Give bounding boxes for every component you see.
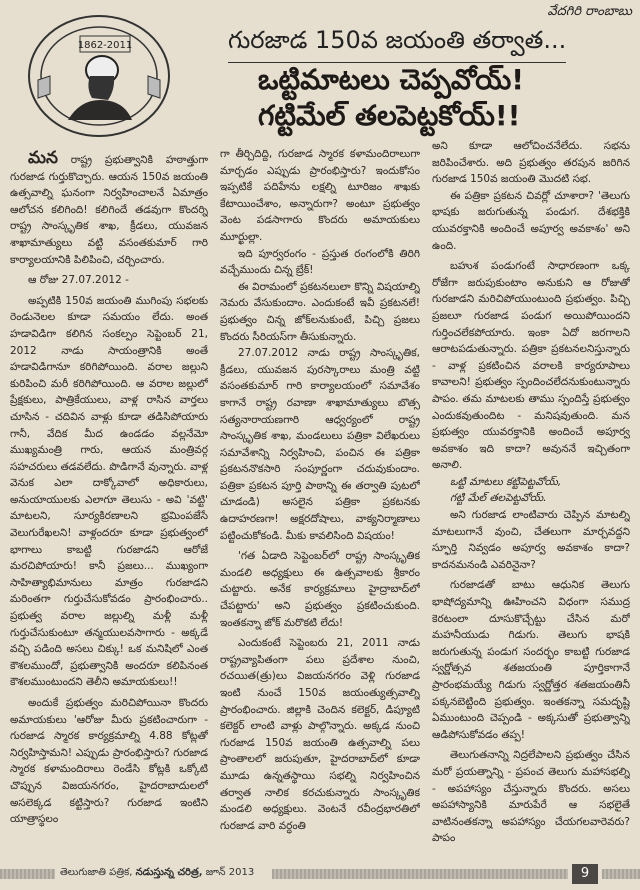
- footer-rule-left: [0, 869, 55, 879]
- paragraph: ఈ విరామంలో ప్రకటనలులా కొన్ని విషయాల్ని నెమరు వేసుకుందాం. ఎందుకంటే ఇవీ ప్రకటనలే! ప్రభుత్వం చిన్న జోక్‌లనుకుంటే, పిచ్చి ప్రజలు కొందరు సీరియస్‌గా తీసుకున్నారు.: [220, 280, 420, 343]
- svg-text:1862-2011: 1862-2011: [77, 40, 133, 51]
- paragraph: 'గత ఏడాది సెప్టెంబర్‌లో రాష్ట్ర సాంస్కృతిక మండలి అధ్యక్షులు ఈ ఉత్సవాలకు శ్రీకారం చుట్టారు. అనేక కార్యక్రమాలు హైద్రాబాద్‌లో చేపట్టారు' అని ప్రభుత్వం ప్రకటించుకుంది. ఇంతకన్నా జోక్ మరొకటి లేదు!: [220, 550, 420, 629]
- verse-line: గట్టి మేల్ తలపెట్టవోయ్.: [450, 492, 547, 505]
- paragraph: అని గురజాడ లాంటివారు చెప్పిన మాటల్ని మాటలుగానే వుంచి, చేతలుగా మార్చవద్దని స్ఫూర్తి నివ్వడం అపూర్వ అవకాశం కాదా? కాదనమనండి ఎవరినైనా?: [432, 509, 630, 571]
- jayanti-logo-seal: [20, 8, 178, 140]
- paragraph: మన రాష్ట్ర ప్రభుత్వానికి హఠాత్తుగా గురజాడ గుర్తుకొచ్చారు. ఆయన 150వ జయంతి ఉత్సవాల్ని ఘనంగా నిర్వహించాలనే ఏమాత్రం ఆలోచన కలిగింది! కలిగిందే తడవుగా కొందర్ని రాష్ట్ర సాంస్కృతిక శాఖ, క్రీడలు, యువజన శాఖామాత్యులు వట్టి వసంతకుమార్ గారి కార్యాలయానికి పిలిపించి, చర్చించారు.: [10, 150, 208, 266]
- paragraph: ఇది పూర్వరంగం - ప్రస్తుత రంగంలోకి తిరిగి వచ్చేముందు చిన్న బ్రేక్!: [220, 247, 420, 277]
- article-column-3: [432, 138, 630, 855]
- author-byline: వేదగిరి రాంబాబు: [547, 4, 632, 19]
- date-line: ఆ రోజు 27.07.2012 -: [28, 274, 129, 287]
- drop-word: మన: [28, 150, 58, 168]
- footer-rule-right: [602, 869, 640, 879]
- page-footer: [0, 860, 640, 886]
- paragraph: ఈ పత్రికా ప్రకటన చివర్లో చూశారా? 'తెలుగు భాషకు జరుగుతున్న పండుగ. దేశభక్తికి యువరక్తానికి అందించే అపూర్వ అవకాశం' అని ఉంది.: [432, 189, 630, 252]
- paragraph: అప్పటికి 150వ జయంతి ముగింపు సభలకు రెండునెలల కూడా సమయం లేదు. అంత హడావిడిగా కలిగిన సంకల్పం సెప్టెంబర్ 21, 2012 నాడు సాయంత్రానికి అంతే హడావిడిగానూ కరిగిపోయింది. వరాల జల్లుని కురిపించి మరీ కరిగిపోయింది. ఆ వరాల జల్లులో ప్రేక్షకులు, పాత్రికేయులు, వాళ్ల రాసిన వార్తలు చూసిన - చదివిన వాళ్లు కూడా తడిసిపోయారు గానీ, వేదిక మీద ఉండడం వల్లనేమో ముఖ్యమంత్రి గారు, ఆయన మంత్రివర్గ సహచరులు తడవలేదు. పొడిగానే వున్నారు. వాళ్ల వెనుక ఎలా దాక్కోవాలో అధికారులు, అనుయాయులకు ఎలాగూ తెలుసు - అవి 'వట్టి' మాటలని, సూర్యకిరణాలని భ్రమింపజేసే వెలుగురేఖలని! వాళ్లందరూ కూడా ప్రభుత్వంలో భాగాలు కాబట్టి గురజాడని ఆరోజే మరచిపోయారు! కానీ ప్రజలు... ముఖ్యంగా సాహిత్యాభిమానులు మాత్రం గురజాడని మరింతగా గుర్తుచేసుకోవడం ప్రారంభించారు.. ప్రభుత్వ వరాల జల్లుల్ని మళ్లీ మళ్లీ గుర్తుచేసుకుంటూ తన్మయులవసాగారు - అక్కడే వచ్చి పడింది అసలు చిక్కు! ఒక మనిషిలో ఎంత కౌశలముందో, ప్రభుత్వానికి అందరూ కలిపినంత కౌశలముంటుందని తెలీని అమాయకులు!!: [10, 294, 208, 689]
- article-column-2: [220, 146, 420, 855]
- article-headline: [258, 62, 524, 134]
- article-column-1: [10, 150, 208, 855]
- paragraph: బహుశ పండుగంటే సాధారణంగా ఒక్క రోజేగా జరుపుకుంటాం అనుకుని ఆ రోజుతో గురజాడని మరిచిపోయుంటుంది ప్రభుత్వం. పిచ్చి ప్రజలూ గురజాడ పండుగ అయిపోయిందని గుర్తించలేకపోయారు. ఇంకా ఏదో జరగాలని ఆరాటపడుతున్నారు. పత్రికా ప్రకటనలనిస్తున్నారు - వాళ్ల ప్రకటించిన వరాలకి కార్యరూపాలు కావాలని! ప్రభుత్వం స్పందించలేదనుకుంటున్నారు పాపం. తమ మాటలకు తాము స్పందిస్తే ప్రభుత్వం ఎందుకవుతుందిట - మనిషవుతుంది. మన ప్రభుత్వం యువరక్తానికి అందించే అపూర్వ అవకాశం ఇది కాదా? అవుననే ఇచ్చితంగా అనాలి.: [432, 260, 630, 472]
- gurajada-portrait-seal: [20, 8, 178, 140]
- paragraph: గా తీర్చిదిద్ది, గురజాడ స్మారక కళామందిరాలుగా మార్చడం ఎప్పుడు ప్రారంభిస్తారు? ఇందుకోసం ఇప్పటికే పదిహేను లక్షల్ని టూరిజం శాఖకు కేటాయించేశాం, అన్నారుగా? అంటూ ప్రభుత్వం వెంట పడసాగారు కొందరు అమాయకులు మూర్ఖుల్లా.: [220, 148, 420, 243]
- paragraph: తెలుగుతనాన్ని నిద్రలేపాలని ప్రభుత్వం చేసిన మరో ప్రయత్నాన్ని - ప్రపంచ తెలుగు మహాసభల్ని - అపహాస్యం చేస్తున్నారు కొందరు. అసలు అపహాస్యానికి మారుపేరే ఆ సభలైతే వాటినంతకన్నా అపహాస్యం చేయగలవారెవరు? పాపం: [432, 749, 630, 845]
- paragraph: అని కూడా ఆలోచించనేలేదు. సభను జరిపించేశారు. అది ప్రభుత్వం తరపున జరిగిన గురజాడ 150వ జయంతి మొదటి సభ.: [432, 140, 630, 186]
- paragraph: గురజాడతో బాటు ఆధునిక తెలుగు భాషోద్యమాన్ని ఊహించని విధంగా సముద్ర కెరటంలా దూసుకొచ్చేట్టు చేసిన మరో మహనీయుడు గిడుగు. తెలుగు భాషకి జరుగుతున్న పండుగ సందర్భం కాబట్టి గురజాడ స్వర్ణోత్సవ శతజయంతి పూర్తికాగానే ప్రారంభమయ్యే గిడుగు స్వర్ణోత్తర శతజయంతినీ పక్కనబెట్టింది ప్రభుత్వం. ఇంతకన్నా సమదృష్టి ఏముంటుంది చెప్పండి - అక్కసుతో ప్రభుత్వాన్ని ఆడిపోసుకోవడం తప్ప!: [432, 579, 630, 741]
- headline-line-1: ఒట్టిమాటలు చెప్పవోయ్!: [258, 63, 525, 96]
- headline-line-2: గట్టిమేల్ తలపెట్టకోయ్!!: [258, 99, 521, 132]
- footer-rule-middle: [272, 869, 568, 879]
- page-number: 9: [572, 864, 598, 884]
- paragraph: 27.07.2012 నాడు రాష్ట్ర సాంస్కృతిక, క్రీడలు, యువజన పురస్కారాలు మంత్రి వట్టి వసంతకుమార్ గారి కార్యాలయంలో సమావేశం కాగానే రాష్ట్ర రవాణా శాఖామాత్యులు బొత్స సత్యనారాయణగారి ఆధ్వర్యంలో రాష్ట్ర సాంస్కృతిక శాఖ, మండలులు పత్రికా విలేఖరులు సమావేశాన్ని నిర్వహించి, పంచిన ఈ పత్రికా ప్రకటననొకసారి సంపూర్ణంగా చదువుకుందాం. పత్రికా ప్రకటన పూర్తి పాఠాన్ని ఈ తర్వాతి పుటలో చూడండి) అసలైన పత్రికా ప్రకటనకు ఉదాహరణగా! అక్షరదోషాలు, వాక్యనిర్మాణాలు పట్టించుకోకండి. మీకు కావలిసింది విషయం!: [220, 347, 420, 542]
- footer-publication: తెలుగుజాతి పత్రిక, నడుస్తున్న చరిత్ర, జూన్ 2013: [60, 867, 255, 878]
- article-kicker: గురజాడ 150వ జయంతి తర్వాత...: [228, 26, 566, 63]
- verse-line: ఒట్టి మాటలు కట్టిపెట్టవోయ్,: [450, 475, 562, 488]
- paragraph: అందుకే ప్రభుత్వం మరిచిపోయినా కొందరు అమాయకులు 'ఆరోజు మీరు ప్రకటించారుగా - గురజాడ స్మారక కార్యక్రమాల్ని 4.88 కోట్లతో నిర్వహిస్తామని! ఎప్పుడు ప్రారంభిస్తారు? గురజాడ స్మారక కళామందిరాలు రెండేసి కోట్లకి ఒక్కోటి చొప్పున విజయనగరం, హైదరాబాదులలో అసలెక్కడ కట్టిస్తారు? గురజాడ ఇంటిని యాత్రాస్థలం: [10, 697, 208, 826]
- paragraph: ఎందుకంటే సెప్టెంబరు 21, 2011 నాడు రాష్ట్రవ్యాపితంగా పలు ప్రదేశాల నుంచి, రచయిత(త్రు)లు విజయనగరం వెళ్లి గురజాడ ఇంటి నుంచే 150వ జయంత్యుత్సవాల్ని ప్రారంభించారు. జిల్లాకి చెందిన కలెక్టర్, డిప్యూటి కలెక్టర్ లాంటి వాళ్లు పాల్గొన్నారు. అక్కడ నుంచి గురజాడ 150వ జయంతి ఉత్సవాల్ని పలు ప్రాంతాలలో జరుపుతూ, హైదరాబాద్‌లో కూడా మూడు ఉన్నతస్థాయి సభల్ని నిర్వహించిన తర్వాత నాలిక కరచుకున్నారు సాంస్కృతిక మండలి అధ్యక్షులు. వెంటనే రవీంద్రభారతిలో గురజాడ వారి వర్ధంతి: [220, 637, 420, 832]
